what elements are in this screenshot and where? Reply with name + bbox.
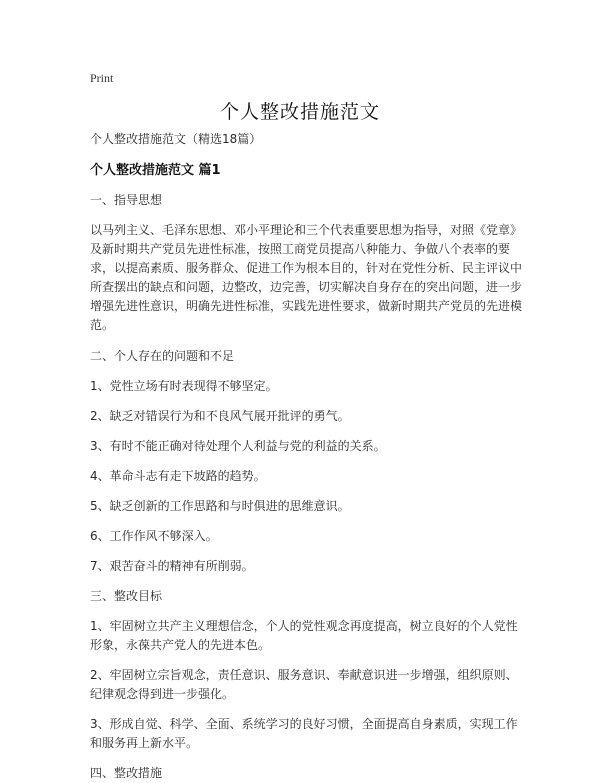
section-4-title: 四、整改措施	[90, 766, 163, 780]
section-1-body: 以马列主义、毛泽东思想、邓小平理论和三个代表重要思想为指导，对照《党章》及新时期共产党员先进性标准，按照工商党员提高八种能力、争做八个表率的要求，以提高素质、服务群众、促进工作为根本目的，针对在党性分析、民主评议中所查摆出的缺点和问题，边整改，边完善，切实解决自身存在的突出问题，进一步增强先进性意识，明确先进性标准，实践先进性要求，做新时期共产党员的先进模范。	[90, 223, 523, 332]
document-title: 个人整改措施范文	[219, 101, 380, 123]
document-body	[90, 130, 522, 783]
article-heading: 个人整改措施范文 篇1	[90, 163, 221, 178]
section-2-item: 7、艰苦奋斗的精神有所削弱。	[90, 559, 254, 573]
document-subtitle: 个人整改措施范文（精选18篇）	[90, 132, 262, 146]
section-3-item: 1、牢固树立共产主义理想信念，个人的党性观念再度提高，树立良好的个人党性形象，永葆共产党人的先进本色。	[90, 619, 518, 652]
section-3-title: 三、整改目标	[90, 589, 163, 603]
section-1-title: 一、指导思想	[90, 193, 163, 207]
section-2-item: 6、工作作风不够深入。	[90, 529, 218, 543]
section-2-item: 1、党性立场有时表现得不够坚定。	[90, 379, 278, 393]
section-3-item: 3、形成自觉、科学、全面、系统学习的良好习惯，全面提高自身素质，实现工作和服务再上新水平。	[90, 717, 518, 750]
section-3-item: 2、牢固树立宗旨观念，责任意识、服务意识、奉献意识进一步增强，组织原则、纪律观念得到进一步强化。	[90, 668, 518, 701]
section-2-item: 4、革命斗志有走下坡路的趋势。	[90, 469, 266, 483]
print-link[interactable]: Print	[90, 71, 114, 85]
section-2-item: 2、缺乏对错误行为和不良风气展开批评的勇气。	[90, 409, 350, 423]
section-2-item: 5、缺乏创新的工作思路和与时俱进的思维意识。	[90, 499, 350, 513]
section-2-item: 3、有时不能正确对待处理个人利益与党的利益的关系。	[90, 439, 386, 453]
section-2-title: 二、个人存在的问题和不足	[90, 349, 235, 363]
